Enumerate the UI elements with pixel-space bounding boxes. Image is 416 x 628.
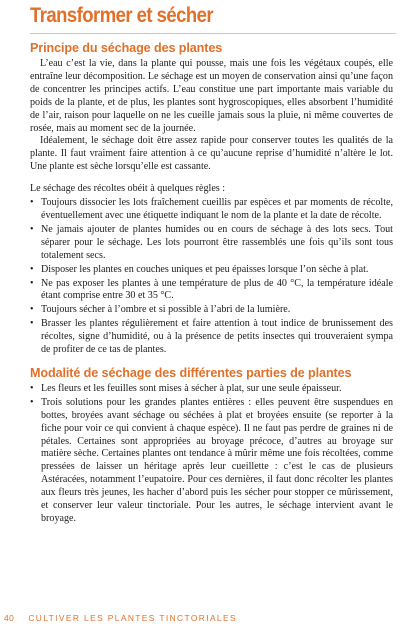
paragraph: Idéalement, le séchage doit être assez rapide pour conserver toutes les qualités de la plante. Il faut vraiment faire attention à ce qu’aucune reprise d’humidité n’altère le lot. Une plante est sèche lorsqu’elle est cassante. (30, 135, 393, 173)
list-item: • Ne pas exposer les plantes à une température de plus de 40 °C, la température idéale étant comprise entre 30 et 35 °C. (30, 278, 393, 304)
page-title: Transformer et sécher (30, 4, 214, 27)
list-item: • Trois solutions pour les grandes plantes entières : elles peuvent être suspendues en bottes, broyées avant séchage ou séchées à plat et broyées ensuite (se reporter à la fiche pour voir ce qui convient à chaque espèce). Il ne faut pas perdre de graines ni de pétales. Certaines sont appropriées au broyage précoce, d’autres au broyage sur matière sèche. Certaines plantes ont tendance à mûrir même une fois récoltées, comme pressées de laisser un héritage après leur cueillette : c’est le cas de plusieurs Astéracées, notamment l’eupatoire. Pour ces dernières, il faut donc récolter les plantes aux fleurs très jeunes, les hacher d’abord puis les sécher pour stopper ce mûrissement, et conserver leur valeur tinctoriale. Pour les autres, le séchage intervient avant le broyage. (30, 397, 393, 526)
list-item: • Brasser les plantes régulièrement et faire attention à tout indice de brunissement des récoltes, signe d’humidité, ou à la présence de petits insectes qui trouveraient sympa de profiter de ce tas de plantes. (30, 318, 393, 357)
rules-list (30, 197, 393, 357)
list-item: • Toujours sécher à l’ombre et si possible à l’abri de la lumière. (30, 304, 393, 317)
title-divider (30, 33, 396, 34)
rules-intro: Le séchage des récoltes obéit à quelques règles : (30, 183, 226, 195)
list-item: • Ne jamais ajouter de plantes humides ou en cours de séchage à des lots secs. Tout séparer pour le séchage. Les lots pourront être rassemblés une fois qu’ils sont tous totalement secs. (30, 224, 393, 263)
list-item: • Toujours dissocier les lots fraîchement cueillis par espèces et par moments de récolte, éventuellement avec une étiquette indiquant le nom de la plante et la date de récolte. (30, 197, 393, 223)
paragraph: L’eau c’est la vie, dans la plante qui pousse, mais une fois les végétaux coupés, elle entraîne leur décomposition. Le séchage est un moyen de conservation ainsi qu’une façon de concentrer les principes actifs. L’eau constitue une part importante mais variable du poids de la plante, et de plus, les plantes sont hygroscopiques, elles absorbent l’humidité de l’air, raison pour laquelle on ne les cueille jamais sous la pluie, ni même couvertes de rosée, mais au moment sec de la journée. (30, 58, 393, 134)
section-heading-modalite: Modalité de séchage des différentes parties de plantes (30, 365, 352, 380)
section-heading-principe: Principe du séchage des plantes (30, 41, 223, 55)
list-item: • Disposer les plantes en couches uniques et peu épaisses lorsque l’on sèche à plat. (30, 264, 393, 277)
running-title: CULTIVER LES PLANTES TINCTORIALES (28, 613, 237, 623)
list-item: • Les fleurs et les feuilles sont mises à sécher à plat, sur une seule épaisseur. (30, 383, 393, 396)
modalite-list (30, 383, 393, 526)
main-content (30, 41, 393, 527)
page-number: 40 (4, 613, 15, 623)
page-footer (4, 613, 237, 623)
